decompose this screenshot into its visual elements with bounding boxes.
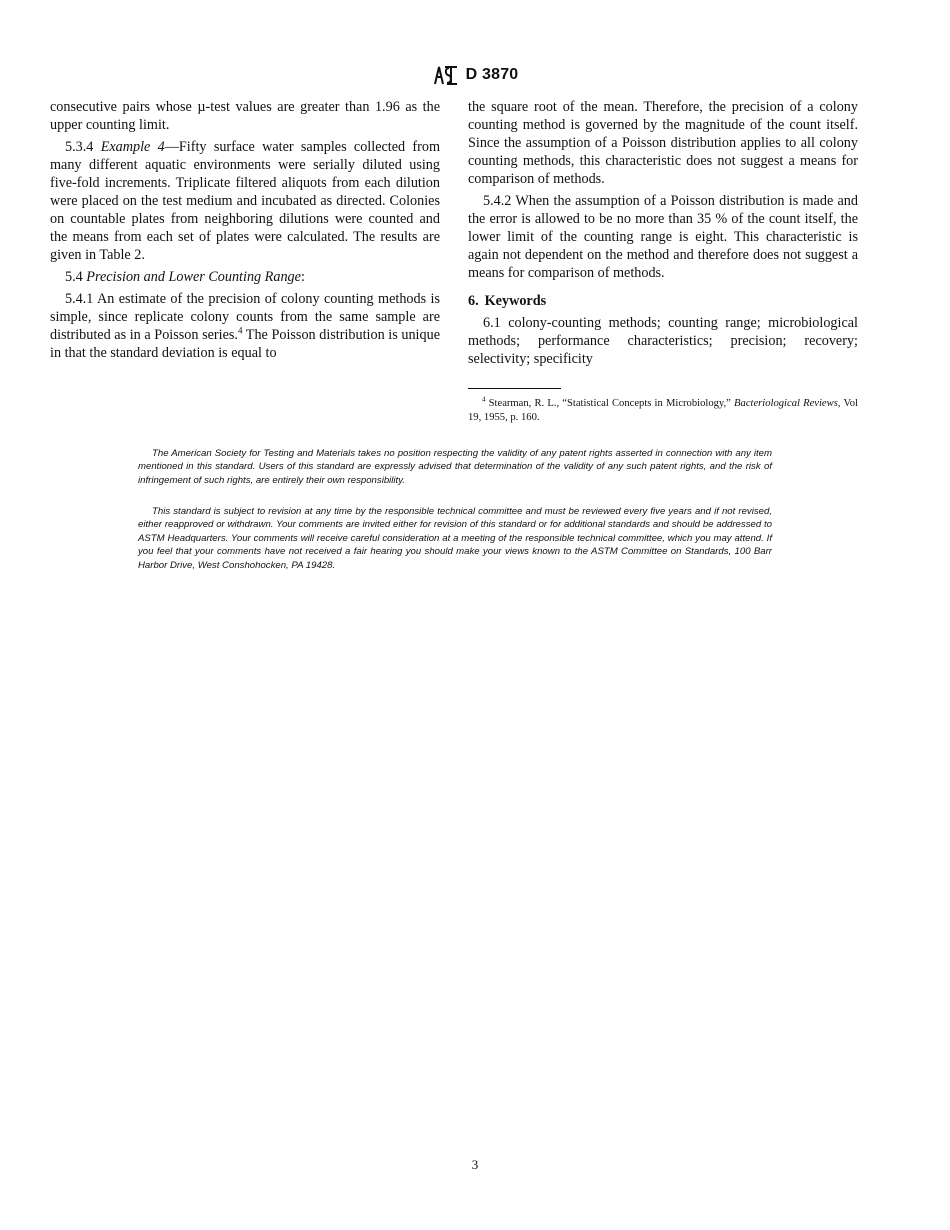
paragraph-5-3-4 — [50, 138, 440, 264]
clause-number: 5.4 — [65, 269, 83, 285]
colon: : — [300, 269, 305, 285]
journal-title: Bacteriological Reviews — [734, 398, 838, 409]
example-label: Example 4 — [100, 139, 165, 155]
astm-logo-icon — [432, 64, 458, 86]
patent-notice: The American Society for Testing and Materials takes no position respecting the validity of any patent rights asserted in connection with any item mentioned in this standard. Users of this standard are expressly advised that determination of the validity of any such patent rights, and the risk of infringement of such rights, are entirely their own responsibility. — [138, 448, 772, 486]
footnote-4 — [468, 397, 858, 425]
paragraph-6-1: 6.1 colony-counting methods; counting range; microbiological methods; performance characteristics; precision; recovery; selectivity; specificity — [468, 315, 858, 367]
paragraph-5-4-1 — [50, 290, 440, 362]
footnote-text: , Vol 19, 1955, p. 160. — [468, 398, 858, 423]
paragraph-5-4-2: 5.4.2 When the assumption of a Poisson distribution is made and the error is allowed to be no more than 35 % of the count itself, the lower limit of the counting range is eight. This characteristic is again not dependent on the method and therefore does not suggest a means for comparison of methods. — [468, 193, 858, 281]
revision-notice: This standard is subject to revision at any time by the responsible technical committee and must be reviewed every five years and if not revised, either reapproved or withdrawn. Your comments are invited either for revision of this standard or for additional standards and should be addressed to ASTM Headquarters. Your comments will receive careful consideration at a meeting of the responsible technical committee, which you may attend. If you feel that your comments have not received a fair hearing you should make your views known to the ASTM Committee on Standards, 100 Barr Harbor Drive, West Conshohocken, PA 19428. — [138, 506, 772, 571]
footnote-marker: 4 — [482, 395, 486, 404]
paragraph-text: 5.4.1 An estimate of the precision of colony counting methods is simple, since replicate colony counts from the same sample are distributed as in a Poisson series. — [50, 291, 440, 343]
footnote-text: Stearman, R. L., “Statistical Concepts in Microbiology,” — [485, 398, 735, 409]
right-column — [468, 98, 858, 372]
subsection-title: Precision and Lower Counting Range — [86, 269, 301, 285]
heading-5-4 — [50, 268, 440, 286]
standard-designation: D 3870 — [465, 66, 519, 83]
clause-number: 5.3.4 — [65, 139, 94, 155]
paragraph-text: —Fifty surface water samples collected from many different aquatic environments were serially diluted using five-fold increments. Triplicate filtered aliquots from each dilution were placed on the test medium and incubated as directed. Colonies on countable plates from neighboring dilutions were counted and the means from each set of plates were calculated. The results are given in Table 2. — [50, 139, 441, 263]
page-number: 3 — [471, 1157, 479, 1172]
section-heading-keywords — [468, 292, 858, 310]
page-header — [0, 64, 950, 86]
paragraph-continuation: the square root of the mean. Therefore, the precision of a colony counting method is governed by the magnitude of the count itself. Since the assumption of a Poisson distribution applies to all colony counting methods, this characteristic does not suggest a means for comparison of methods. — [468, 99, 858, 187]
section-title: Keywords — [484, 293, 547, 309]
footnote-divider — [468, 388, 561, 389]
footnote-reference[interactable]: 4 — [237, 325, 243, 336]
paragraph-text: The Poisson distribution is unique in that the standard deviation is equal to — [50, 327, 440, 361]
left-column — [50, 98, 440, 366]
section-number: 6. — [468, 293, 479, 309]
paragraph-continuation: consecutive pairs whose µ-test values are greater than 1.96 as the upper counting limit. — [50, 99, 440, 133]
